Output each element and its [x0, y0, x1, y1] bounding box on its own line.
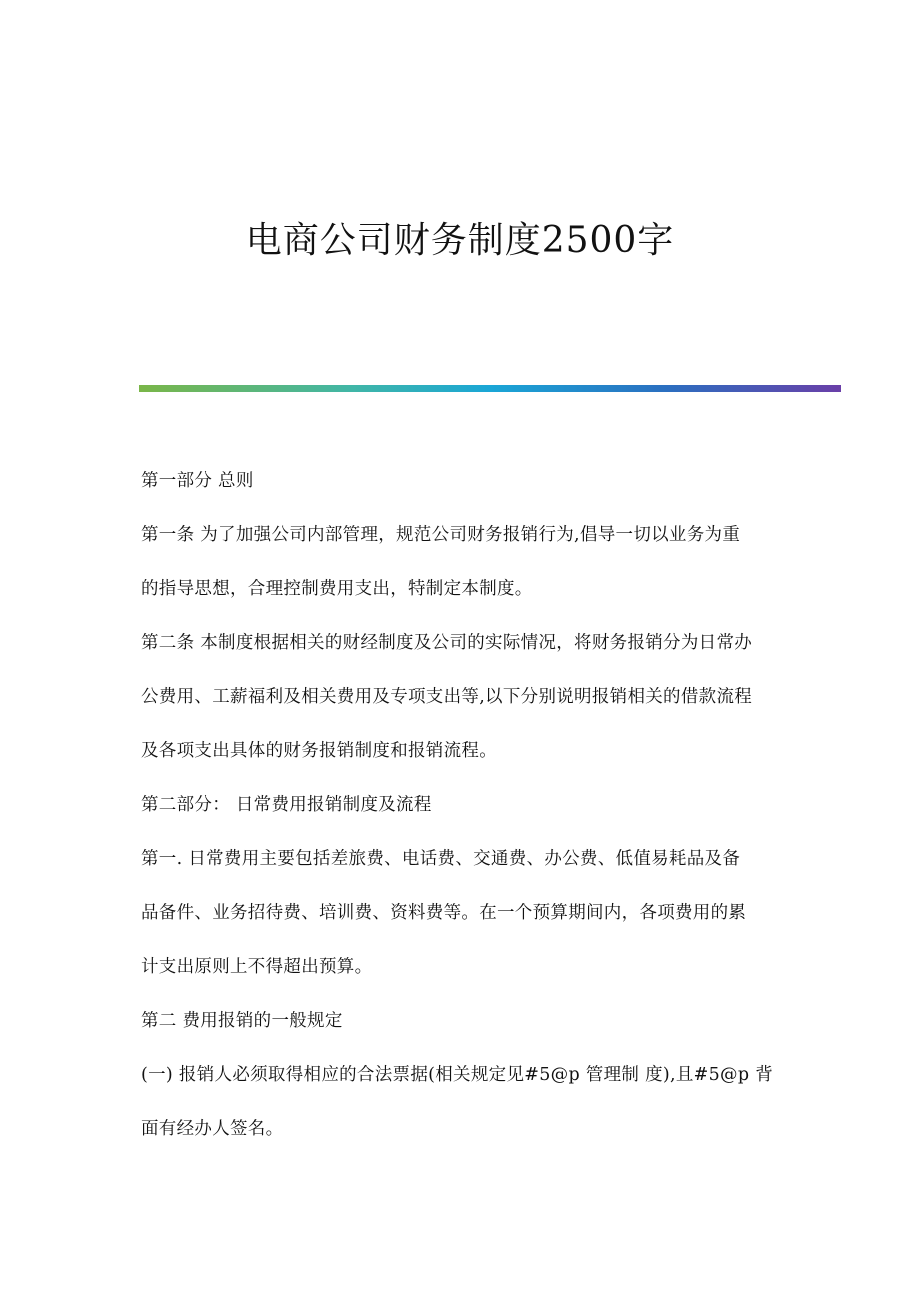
subsection-heading: 第二 费用报销的一般规定: [141, 1011, 343, 1031]
paragraph-line: 及各项支出具体的财务报销制度和报销流程。: [141, 741, 497, 761]
paragraph-line: 的指导思想，合理控制费用支出，特制定本制度。: [141, 579, 533, 599]
paragraph-line: 第一条 为了加强公司内部管理，规范公司财务报销行为,倡导一切以业务为重: [141, 525, 741, 545]
paragraph-line: 第一. 日常费用主要包括差旅费、电话费、交通费、办公费、低值易耗品及备: [141, 849, 741, 869]
paragraph-line: 公费用、工薪福利及相关费用及专项支出等,以下分别说明报销相关的借款流程: [141, 687, 753, 707]
section-heading: 第二部分： 日常费用报销制度及流程: [141, 795, 432, 815]
section-heading: 第一部分 总则: [141, 471, 254, 491]
gradient-divider: [139, 385, 841, 392]
document-title: 电商公司财务制度2500字: [245, 220, 675, 261]
paragraph-line: 第二条 本制度根据相关的财经制度及公司的实际情况，将财务报销分为日常办: [141, 633, 753, 653]
paragraph-line: (一) 报销人必须取得相应的合法票据(相关规定见#5@p 管理制 度),且#5@p 背: [141, 1065, 774, 1085]
document-body: [141, 466, 781, 1145]
paragraph-line: 面有经办人签名。: [141, 1119, 284, 1139]
paragraph-line: 品备件、业务招待费、培训费、资料费等。在一个预算期间内，各项费用的累: [141, 903, 747, 923]
paragraph-line: 计支出原则上不得超出预算。: [141, 957, 373, 977]
